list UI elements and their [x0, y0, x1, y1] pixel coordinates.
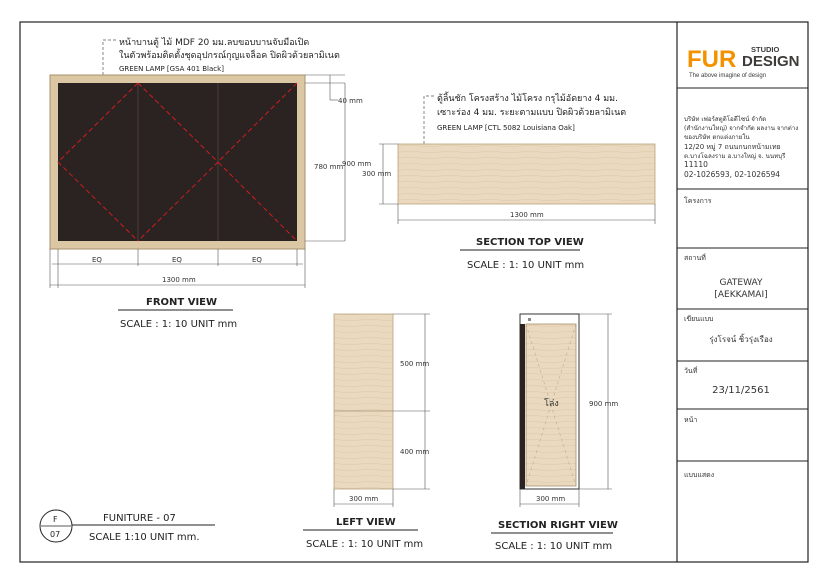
- front-note-1: หน้าบานตู้ ไม้ MDF 20 มม.ลบขอบบานจับมือเปิด: [119, 38, 310, 48]
- title-block: [677, 45, 808, 479]
- top-scale: SCALE : 1: 10 UNIT mm: [467, 260, 585, 271]
- top-note-2: เซาะร่อง 4 มม. ระยะตามแบบ ปิดผิวด้วยลามิเนต: [437, 108, 627, 118]
- top-section-board: [398, 144, 655, 204]
- left-view: [303, 314, 430, 550]
- left-dim-lower: 400 mm: [400, 448, 430, 456]
- section-right-view: [491, 314, 618, 552]
- sheet-badge-top: F: [53, 515, 58, 524]
- front-width: 1300 mm: [162, 276, 196, 284]
- sheet-label: [40, 510, 215, 543]
- front-scale: SCALE : 1: 10 UNIT mm: [120, 319, 238, 330]
- top-title: SECTION TOP VIEW: [476, 237, 584, 248]
- front-note-3: GREEN LAMP [GSA 401 Black]: [119, 65, 224, 73]
- right-dim-height: 900 mm: [589, 400, 619, 408]
- section-top-view: [342, 91, 655, 271]
- sheet-badge-bottom: 07: [50, 530, 61, 539]
- right-scale: SCALE : 1: 10 UNIT mm: [495, 541, 613, 552]
- location-value-2: [AEKKAMAI]: [714, 290, 768, 300]
- postcode: 11110: [684, 160, 708, 169]
- location-value-1: GATEWAY: [719, 278, 763, 288]
- left-scale: SCALE : 1: 10 UNIT mm: [306, 539, 424, 550]
- left-title: LEFT VIEW: [336, 517, 396, 528]
- front-view: [50, 37, 363, 330]
- front-eq-2: EQ: [172, 256, 182, 264]
- page-label: หน้า: [684, 416, 698, 424]
- right-label-empty: โล่ง: [544, 399, 559, 409]
- logo-fur: FUR: [687, 46, 737, 73]
- top-dim-300: 300 mm: [362, 170, 392, 178]
- front-dim-top: 40 mm: [338, 97, 363, 105]
- top-width: 1300 mm: [510, 211, 544, 219]
- company-line-1: บริษัท เฟอร์สตูดิโอดีไซน์ จำกัด: [684, 116, 767, 123]
- sheet-scale: SCALE 1:10 UNIT mm.: [89, 532, 200, 543]
- company-logo: [687, 45, 800, 79]
- designer-value: รุ่งโรจน์ ชิ้วรุ่งเรือง: [709, 335, 773, 344]
- company-line-2: (สำนักงานใหญ่) จากจำกัด ผลงาน จากต่าง: [684, 125, 799, 132]
- designer-label: เขียนแบบ: [684, 315, 714, 323]
- location-label: สถานที่: [684, 254, 706, 262]
- right-width: 300 mm: [536, 495, 566, 503]
- logo-design: DESIGN: [742, 53, 800, 70]
- company-line-3: ของบริษัท ตกแต่งภายใน: [684, 134, 750, 141]
- right-section-door: [520, 324, 525, 489]
- address-line-1: 12/20 หมู่ 7 ถนนกนกหน้ามเทย: [684, 143, 781, 151]
- left-width: 300 mm: [349, 495, 379, 503]
- front-eq-1: EQ: [92, 256, 102, 264]
- sheet-title: FUNITURE - 07: [103, 513, 176, 524]
- front-eq-3: EQ: [252, 256, 262, 264]
- address-line-2: ต.บางโฉลงราม อ.บางใหญ่ จ. นนทบุรี: [684, 153, 786, 160]
- top-note-1: ตู้ลิ้นชัก โครงสร้าง ไม้โครง กรุไม้อัดยาง 4 มม.: [437, 94, 618, 104]
- front-dim-height: 780 mm: [314, 163, 344, 171]
- logo-studio: STUDIO: [751, 45, 780, 54]
- drawing-label: แบบแสดง: [684, 471, 715, 479]
- right-title: SECTION RIGHT VIEW: [498, 520, 618, 531]
- cabinet-doors: [58, 83, 297, 241]
- left-dim-upper: 500 mm: [400, 360, 430, 368]
- project-label: โครงการ: [684, 197, 712, 205]
- front-title: FRONT VIEW: [146, 297, 218, 308]
- date-value: 23/11/2561: [712, 385, 770, 396]
- top-dim-900: 900 mm: [342, 160, 372, 168]
- top-note-3: GREEN LAMP [CTL 5082 Louisiana Oak]: [437, 124, 575, 132]
- date-label: วันที่: [684, 367, 698, 375]
- phone: 02-1026593, 02-1026594: [684, 170, 781, 179]
- front-note-2: ในตัวพร้อมติดตั้งชุดอุปกรณ์กุญแจล็อค ปิดผิวด้วยลามิเนต: [119, 51, 340, 61]
- logo-tagline: The above imagine of design: [689, 73, 767, 79]
- left-panel: [334, 314, 393, 489]
